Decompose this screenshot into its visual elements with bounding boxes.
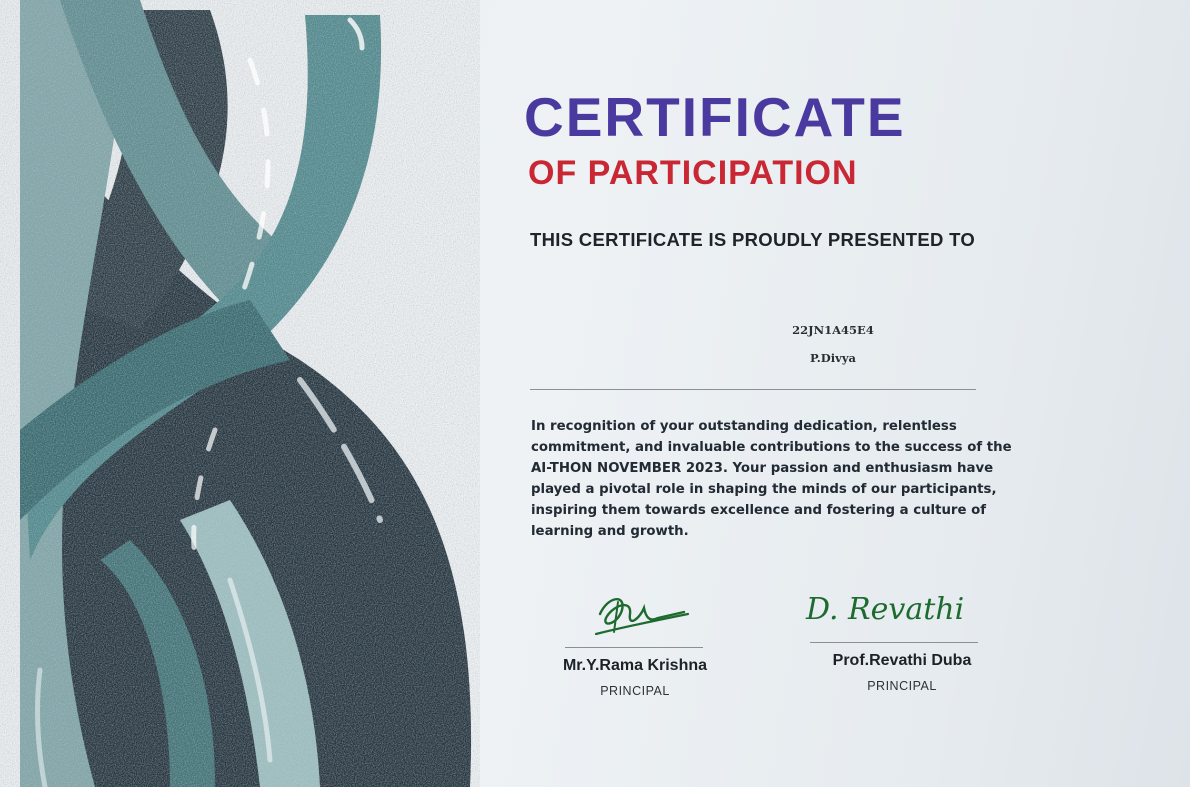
presented-to-heading: THIS CERTIFICATE IS PROUDLY PRESENTED TO [530, 229, 976, 250]
signature-line-1 [565, 647, 703, 648]
certificate-subtitle: OF PARTICIPATION [528, 154, 858, 192]
signature-text-2: D. Revathi [806, 592, 965, 627]
signature-line-2 [810, 642, 978, 643]
signatory-name-1: Mr.Y.Rama Krishna [562, 657, 708, 674]
signature-mark-2 [800, 585, 975, 635]
certificate-body: In recognition of your outstanding dedication, relentless commitment, and invaluable contributions to the success of the AI-THON NOVEMBER 2023. Your passion and enthusiasm have played a pivotal role in shaping the minds of our participants, inspiring them towards excellence and fostering a culture of learning and growth. [531, 419, 1012, 539]
decorative-wave-artwork [0, 0, 480, 787]
certificate-title: CERTIFICATE [524, 86, 906, 148]
recipient-id: 22JN1A45E4 [792, 323, 874, 337]
recipient-underline [530, 389, 976, 390]
signatory-title-2: PRINCIPAL [867, 679, 937, 693]
recipient-name: P.Divya [810, 351, 856, 365]
signature-mark-1 [588, 588, 698, 640]
signatory-title-1: PRINCIPAL [600, 684, 670, 698]
signatory-name-2: Prof.Revathi Duba [832, 652, 972, 669]
